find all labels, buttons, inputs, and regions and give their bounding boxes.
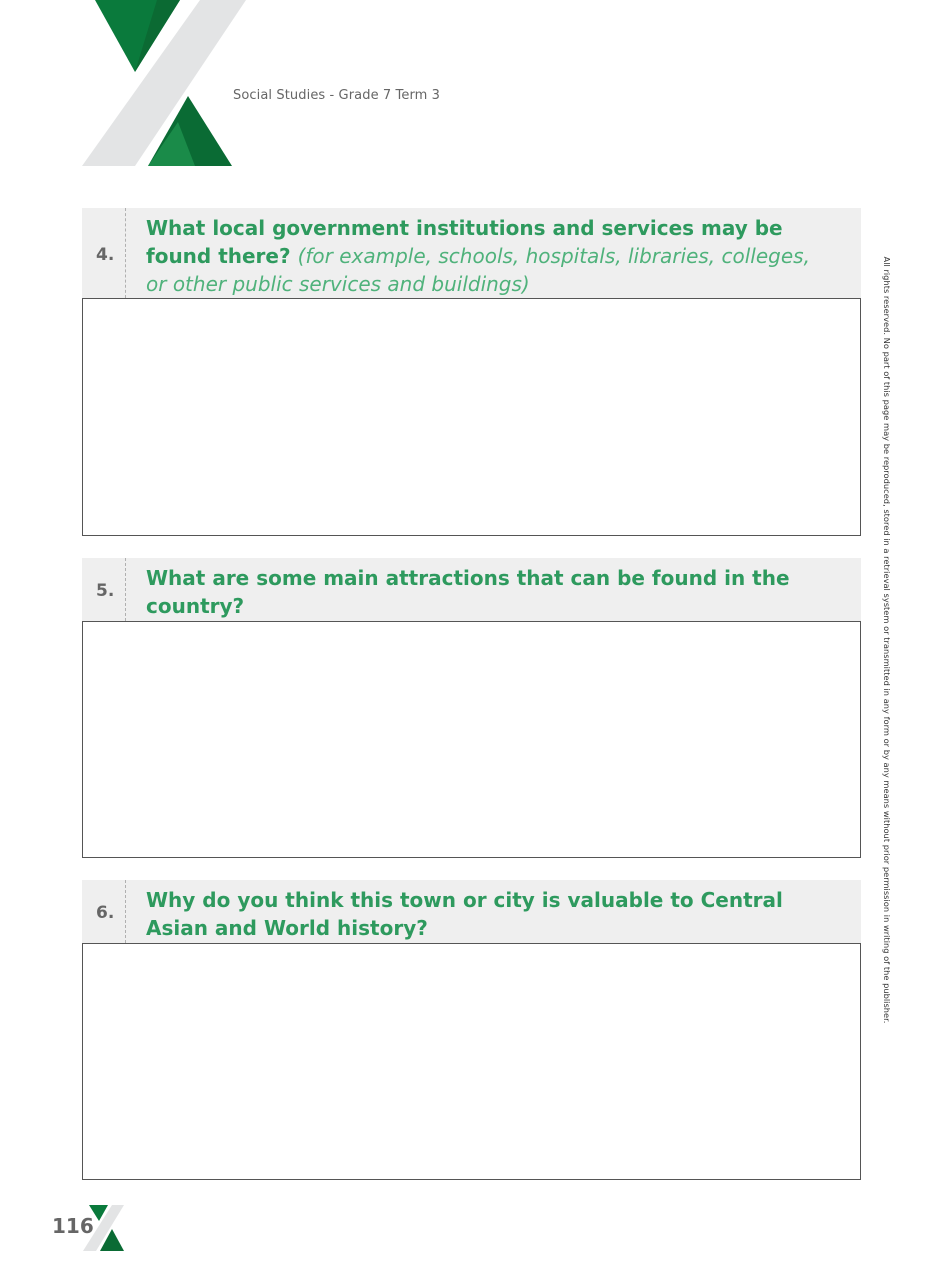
question-hint: (for example, schools, hospitals, libraries, colleges, or other public services and buildings): [146, 244, 810, 296]
question-number: 6.: [96, 903, 115, 923]
answer-box-4[interactable]: [82, 298, 861, 536]
question-number: 5.: [96, 581, 115, 601]
question-text: [146, 564, 821, 620]
question-prompt: Why do you think this town or city is valuable to Central Asian and World history?: [146, 888, 783, 940]
publisher-logo: [80, 0, 250, 168]
page-number: 116: [52, 1214, 94, 1238]
question-text: [146, 214, 821, 298]
question-4-header: [82, 208, 861, 298]
question-5-header: [82, 558, 861, 621]
answer-box-6[interactable]: [82, 943, 861, 1180]
question-prompt: What local government institutions and services may be found there?: [146, 216, 783, 268]
header-subtitle: Social Studies - Grade 7 Term 3: [233, 88, 441, 103]
footer-logo: [82, 1205, 128, 1251]
question-text: [146, 886, 821, 942]
question-prompt: What are some main attractions that can be found in the country?: [146, 566, 790, 618]
copyright-text: All rights reserved. No part of this page may be reproduced, stored in a retrieval system or transmitted in any form or by any means without prior permission in writing of the publisher.: [882, 256, 892, 1024]
answer-box-5[interactable]: [82, 621, 861, 858]
question-6-header: [82, 880, 861, 943]
question-number: 4.: [96, 245, 115, 265]
copyright-notice: [880, 256, 894, 1024]
